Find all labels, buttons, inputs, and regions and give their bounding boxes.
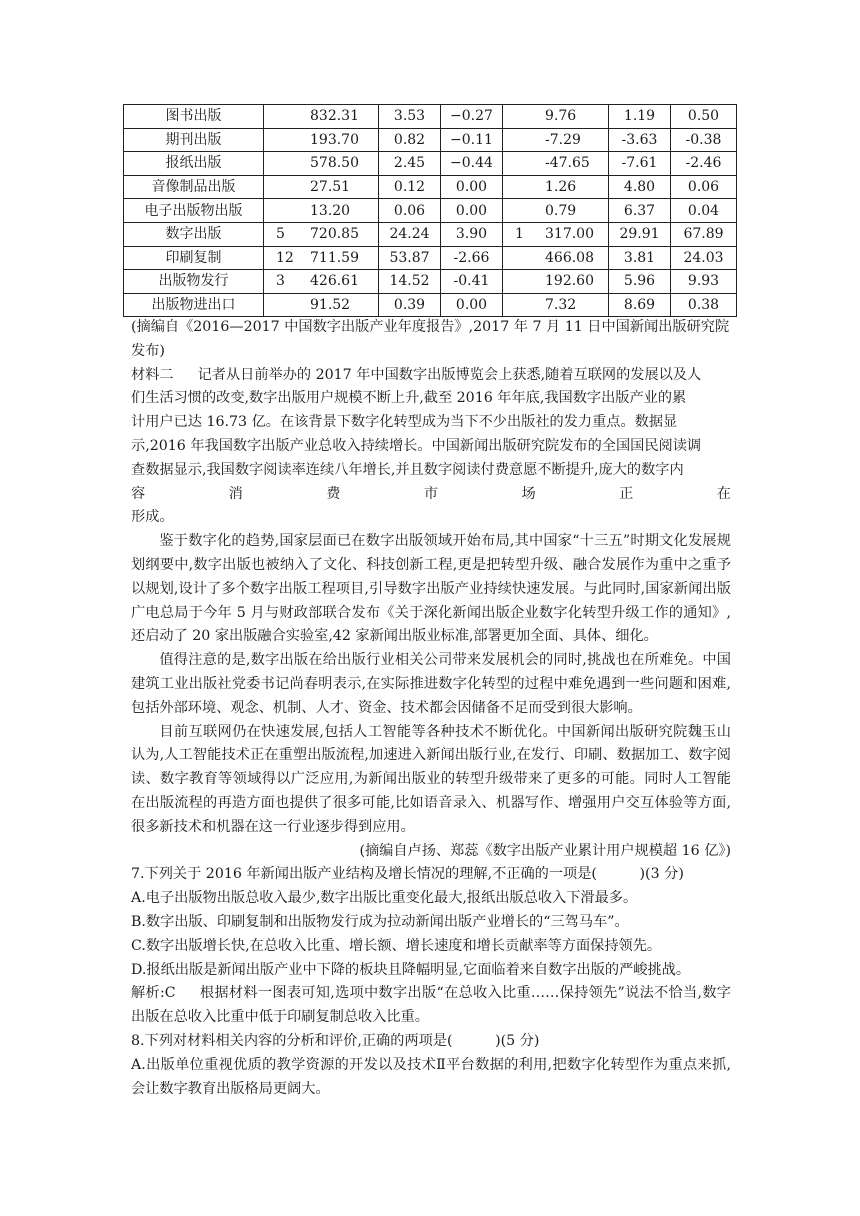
cell-income: [264, 128, 379, 152]
cell-growth: [503, 152, 609, 176]
table-row: [124, 293, 737, 317]
material2-line: 记者从日前举办的 2017 年中国数字出版博览会上获悉,随着互联网的发展以及人: [197, 366, 702, 383]
cell-share-change: -2.66: [441, 246, 503, 270]
spread-char: 费: [326, 485, 341, 502]
cell-growth-value: 9.76: [545, 108, 577, 125]
cell-growth-value: 192.60: [545, 273, 594, 290]
source-note-2: (摘编自卢扬、郑蕊《数字出版产业累计用户规模超 16 亿》): [359, 842, 731, 859]
cell-share: 0.82: [379, 128, 441, 152]
material2-last-line: 形成。: [131, 509, 174, 526]
cell-growth-value: 1.26: [545, 179, 577, 196]
paragraph-ai: 目前互联网仍在快速发展,包括人工智能等各种技术不断优化。中国新闻出版研究院魏玉山认为,人工智能技术正在重塑出版流程,加速进入新闻出版行业,在发行、印刷、数据加工、数字阅读、数字教育等领域得以广泛应用,为新闻出版业的转型升级带来了更多的可能。同时人工智能在出版流程的再造方面也提供了很多可能,比如语音录入、机器写作、增强用户交互体验等方面,很多新技术和机器在这一行业逐步得到应用。: [131, 723, 731, 835]
cell-share-change: 0.00: [441, 199, 503, 223]
cell-share: 24.24: [379, 222, 441, 246]
table-row: [124, 105, 737, 129]
cell-income: [264, 175, 379, 199]
cell-rate: 29.91: [609, 222, 671, 246]
cell-share-change: -0.41: [441, 270, 503, 294]
material2-line: 查数据显示,我国数字阅读率连续八年增长,并且数字阅读付费意愿不断提升,庞大的数字内: [131, 461, 684, 478]
cell-rate: 8.69: [609, 293, 671, 317]
analysis-label: 解析:C: [131, 985, 176, 1002]
cell-growth: [503, 128, 609, 152]
analysis-text: 根据材料一图表可知,选项中数字出版“在总收入比重……保持领先”说法不恰当,数字出版在总收入比重中低于印刷复制总收入比重。: [131, 985, 731, 1026]
cell-growth: [503, 270, 609, 294]
table-row: [124, 246, 737, 270]
cell-income-value: 426.61: [310, 273, 359, 290]
table-row: [124, 128, 737, 152]
cell-rate: 4.80: [609, 175, 671, 199]
table-row: [124, 199, 737, 223]
cell-category: 出版物发行: [124, 270, 264, 294]
material2-spread-line: [131, 483, 731, 507]
question-7-option-a: A.电子出版物出版总收入最少,数字出版比重变化最大,报纸出版总收入下滑最多。: [131, 890, 638, 907]
source-note-1-line1: (摘编自《2016—2017 中国数字出版产业年度报告》,2017 年 7 月 11 日中国新闻出版研究院: [131, 319, 730, 335]
cell-income: [264, 199, 379, 223]
cell-income-value: 13.20: [310, 202, 351, 219]
cell-income-value: 193.70: [310, 131, 359, 148]
cell-growth: [503, 105, 609, 129]
cell-category: 期刊出版: [124, 128, 264, 152]
table-row: [124, 270, 737, 294]
cell-share: 53.87: [379, 246, 441, 270]
table-row: [124, 222, 737, 246]
cell-category: 图书出版: [124, 105, 264, 129]
material2-label: 材料二: [131, 366, 174, 383]
cell-income: [264, 293, 379, 317]
cell-rate: 3.81: [609, 246, 671, 270]
cell-contrib: 0.06: [671, 175, 737, 199]
cell-rate: 5.96: [609, 270, 671, 294]
question-7-analysis: [131, 982, 731, 1030]
cell-income-prefix: 5: [276, 226, 285, 243]
cell-income-value: 91.52: [310, 297, 351, 314]
cell-contrib: 24.03: [671, 246, 737, 270]
cell-share: 0.06: [379, 199, 441, 223]
cell-income: [264, 246, 379, 270]
cell-share-change: −0.27: [441, 105, 503, 129]
cell-category: 数字出版: [124, 222, 264, 246]
cell-share: 2.45: [379, 152, 441, 176]
cell-income-value: 27.51: [310, 179, 351, 196]
source-note-1-line2: 发布): [131, 342, 165, 359]
cell-contrib: 0.04: [671, 199, 737, 223]
cell-contrib: 9.93: [671, 270, 737, 294]
spread-char: 容: [131, 485, 146, 502]
cell-growth: [503, 222, 609, 246]
question-7-option-c: C.数字出版增长快,在总收入比重、增长额、增长速度和增长贡献率等方面保持领先。: [131, 937, 662, 954]
cell-share: 3.53: [379, 105, 441, 129]
cell-growth: [503, 293, 609, 317]
cell-growth-value: 466.08: [545, 249, 594, 266]
cell-category: 音像制品出版: [124, 175, 264, 199]
cell-income-value: 711.59: [310, 249, 359, 266]
material2-paragraph: [131, 364, 731, 483]
cell-share: 14.52: [379, 270, 441, 294]
cell-share: 0.39: [379, 293, 441, 317]
cell-income-prefix: 12: [276, 249, 294, 266]
question-8-stem: 8.下列对材料相关内容的分析和评价,正确的两项是( )(5 分): [131, 1032, 540, 1049]
cell-income: [264, 270, 379, 294]
table-row: [124, 152, 737, 176]
material2-line: 计用户已达 16.73 亿。在该背景下数字化转型成为当下不少出版社的发力重点。数据显: [131, 414, 678, 431]
table-body: [124, 105, 737, 317]
question-8-option-a: A.出版单位重视优质的教学资源的开发以及技术Ⅱ平台数据的利用,把数字化转型作为重点来抓,会让数字教育出版格局更阔大。: [131, 1056, 731, 1097]
cell-contrib: 0.38: [671, 293, 737, 317]
cell-share: 0.12: [379, 175, 441, 199]
spread-char: 在: [716, 485, 731, 502]
question-7-option-d: D.报纸出版是新闻出版产业中下降的板块且降幅明显,它面临着来自数字出版的严峻挑战。: [131, 961, 691, 978]
cell-share-change: −0.11: [441, 128, 503, 152]
cell-category: 出版物进出口: [124, 293, 264, 317]
material-body: [131, 316, 731, 1101]
cell-rate: -3.63: [609, 128, 671, 152]
cell-category: 报纸出版: [124, 152, 264, 176]
cell-rate: -7.61: [609, 152, 671, 176]
cell-growth: [503, 175, 609, 199]
cell-category: 印刷复制: [124, 246, 264, 270]
industry-data-table: [123, 104, 737, 317]
spread-char: 场: [521, 485, 536, 502]
cell-income-value: 832.31: [310, 108, 359, 125]
spread-char: 正: [619, 485, 634, 502]
cell-category: 电子出版物出版: [124, 199, 264, 223]
cell-growth-value: 0.79: [545, 202, 577, 219]
cell-contrib: 67.89: [671, 222, 737, 246]
cell-growth-value: 317.00: [545, 226, 594, 243]
cell-share-change: −0.44: [441, 152, 503, 176]
cell-growth-value: -47.65: [545, 155, 590, 172]
cell-growth: [503, 199, 609, 223]
paragraph-challenges: 值得注意的是,数字出版在给出版行业相关公司带来发展机会的同时,挑战也在所难免。中国建筑工业出版社党委书记尚春明表示,在实际推进数字化转型的过程中难免遇到一些问题和困难,包括外部环境、观念、机制、人才、资金、技术都会因储备不足而受到很大影响。: [131, 652, 731, 716]
question-7-option-b: B.数字出版、印刷复制和出版物发行成为拉动新闻出版产业增长的“三驾马车”。: [131, 913, 629, 930]
cell-contrib: -0.38: [671, 128, 737, 152]
cell-growth-value: -7.29: [545, 131, 581, 148]
cell-growth-value: 7.32: [545, 297, 577, 314]
cell-income: [264, 105, 379, 129]
cell-income-value: 578.50: [310, 155, 359, 172]
question-7-stem: 7.下列关于 2016 年新闻出版产业结构及增长情况的理解,不正确的一项是( )(3 分): [131, 866, 684, 883]
cell-contrib: -2.46: [671, 152, 737, 176]
cell-income: [264, 152, 379, 176]
cell-share-change: 0.00: [441, 175, 503, 199]
cell-rate: 6.37: [609, 199, 671, 223]
cell-share-change: 3.90: [441, 222, 503, 246]
material2-line: 示,2016 年我国数字出版产业总收入持续增长。中国新闻出版研究院发布的全国国民阅读调: [131, 437, 702, 454]
cell-income-prefix: 3: [276, 273, 285, 290]
cell-growth-prefix: 1: [515, 226, 524, 243]
table-row: [124, 175, 737, 199]
cell-income-value: 720.85: [310, 226, 359, 243]
paragraph-policy: 鉴于数字化的趋势,国家层面已在数字出版领域开始布局,其中国家“十三五”时期文化发展规划纲要中,数字出版也被纳入了文化、科技创新工程,更是把转型升级、融合发展作为重中之重予以规划,设计了多个数字出版工程项目,引导数字出版产业持续快速发展。与此同时,国家新闻出版广电总局于今年 5 月与财政部联合发布《关于深化新闻出版企业数字化转型升级工作的通知》,还启动了 20 家出版融合实验室,42 家新闻出版业标准,部署更加全面、具体、细化。: [131, 533, 731, 645]
spread-char: 消: [228, 485, 243, 502]
cell-rate: 1.19: [609, 105, 671, 129]
cell-income: [264, 222, 379, 246]
source-note-1: [131, 316, 731, 364]
cell-growth: [503, 246, 609, 270]
material2-line: 们生活习惯的改变,数字出版用户规模不断上升,截至 2016 年年底,我国数字出版产业的累: [131, 390, 687, 407]
cell-share-change: 0.00: [441, 293, 503, 317]
cell-contrib: 0.50: [671, 105, 737, 129]
spread-char: 市: [423, 485, 439, 502]
